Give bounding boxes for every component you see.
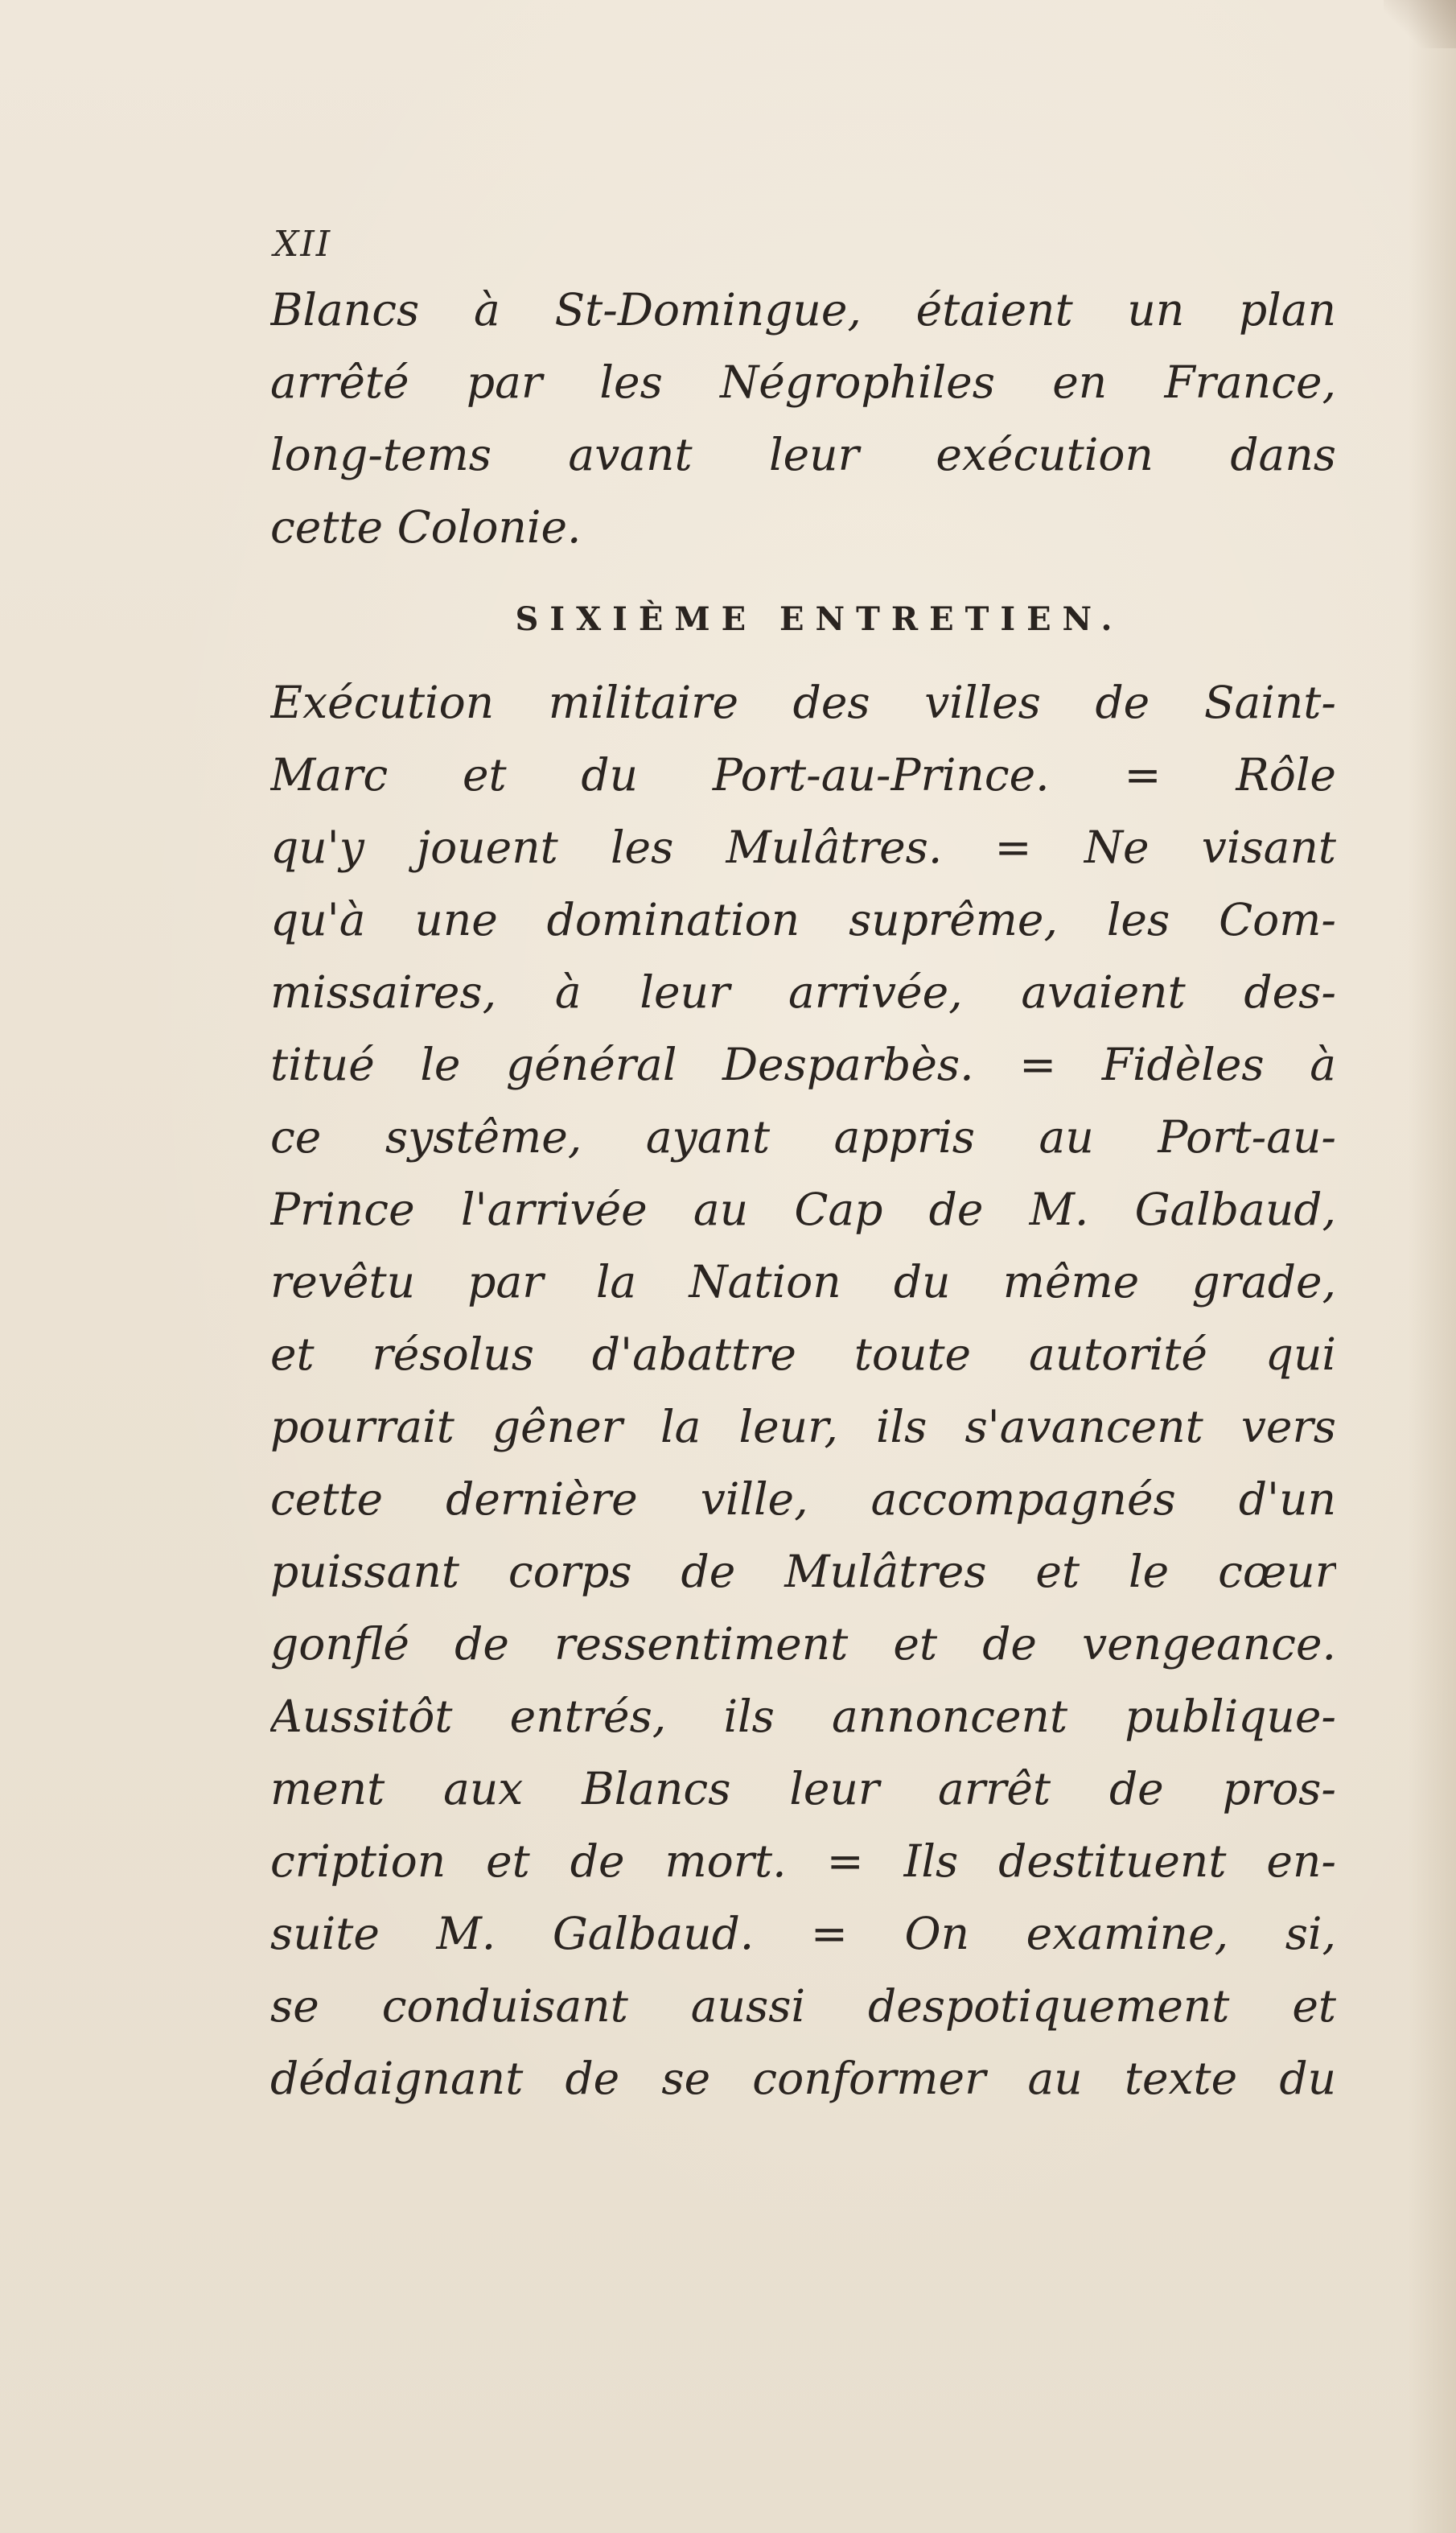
- intro-line: long-tems avant leur exécution dans: [270, 429, 1336, 480]
- text-block: [270, 274, 1336, 2115]
- body-line: se conduisant aussi despotiquement et: [270, 1980, 1336, 2032]
- body-line: puissant corps de Mulâtres et le cœur: [270, 1546, 1336, 1597]
- page-number: XII: [274, 224, 332, 265]
- body-line: qu'y jouent les Mulâtres. = Ne visant: [270, 822, 1336, 873]
- body-line: ce systême, ayant appris au Port-au-: [270, 1111, 1336, 1163]
- body-line: cription et de mort. = Ils destituent en-: [270, 1835, 1336, 1887]
- page-edge-shadow: [1408, 0, 1456, 2533]
- body-line: Aussitôt entrés, ils annoncent publique-: [270, 1691, 1336, 1742]
- body-line: revêtu par la Nation du même grade,: [270, 1256, 1336, 1308]
- body-line: qu'à une domination suprême, les Com-: [270, 894, 1336, 945]
- intro-line: cette Colonie.: [270, 501, 582, 553]
- body-line: titué le général Desparbès. = Fidèles à: [270, 1039, 1336, 1090]
- body-line: dédaignant de se conformer au texte du: [270, 2053, 1336, 2104]
- body-line: pourrait gêner la leur, ils s'avancent vers: [270, 1401, 1336, 1452]
- section-heading: SIXIÈME ENTRETIEN.: [515, 600, 1124, 638]
- body-line: gonflé de ressentiment et de vengeance.: [270, 1618, 1336, 1670]
- body-line: missaires, à leur arrivée, avaient des-: [270, 966, 1336, 1018]
- page-corner-stain: [1384, 0, 1456, 48]
- intro-line: Blancs à St-Domingue, étaient un plan: [270, 284, 1336, 336]
- body-line: suite M. Galbaud. = On examine, si,: [270, 1908, 1336, 1959]
- body-line: Marc et du Port-au-Prince. = Rôle: [270, 749, 1336, 801]
- body-line: Prince l'arrivée au Cap de M. Galbaud,: [270, 1184, 1336, 1235]
- body-line: et résolus d'abattre toute autorité qui: [270, 1328, 1336, 1380]
- body-line: Exécution militaire des villes de Saint-: [270, 677, 1336, 728]
- body-line: cette dernière ville, accompagnés d'un: [270, 1473, 1336, 1525]
- body-line: ment aux Blancs leur arrêt de pros-: [270, 1763, 1336, 1814]
- intro-line: arrêté par les Négrophiles en France,: [270, 356, 1336, 408]
